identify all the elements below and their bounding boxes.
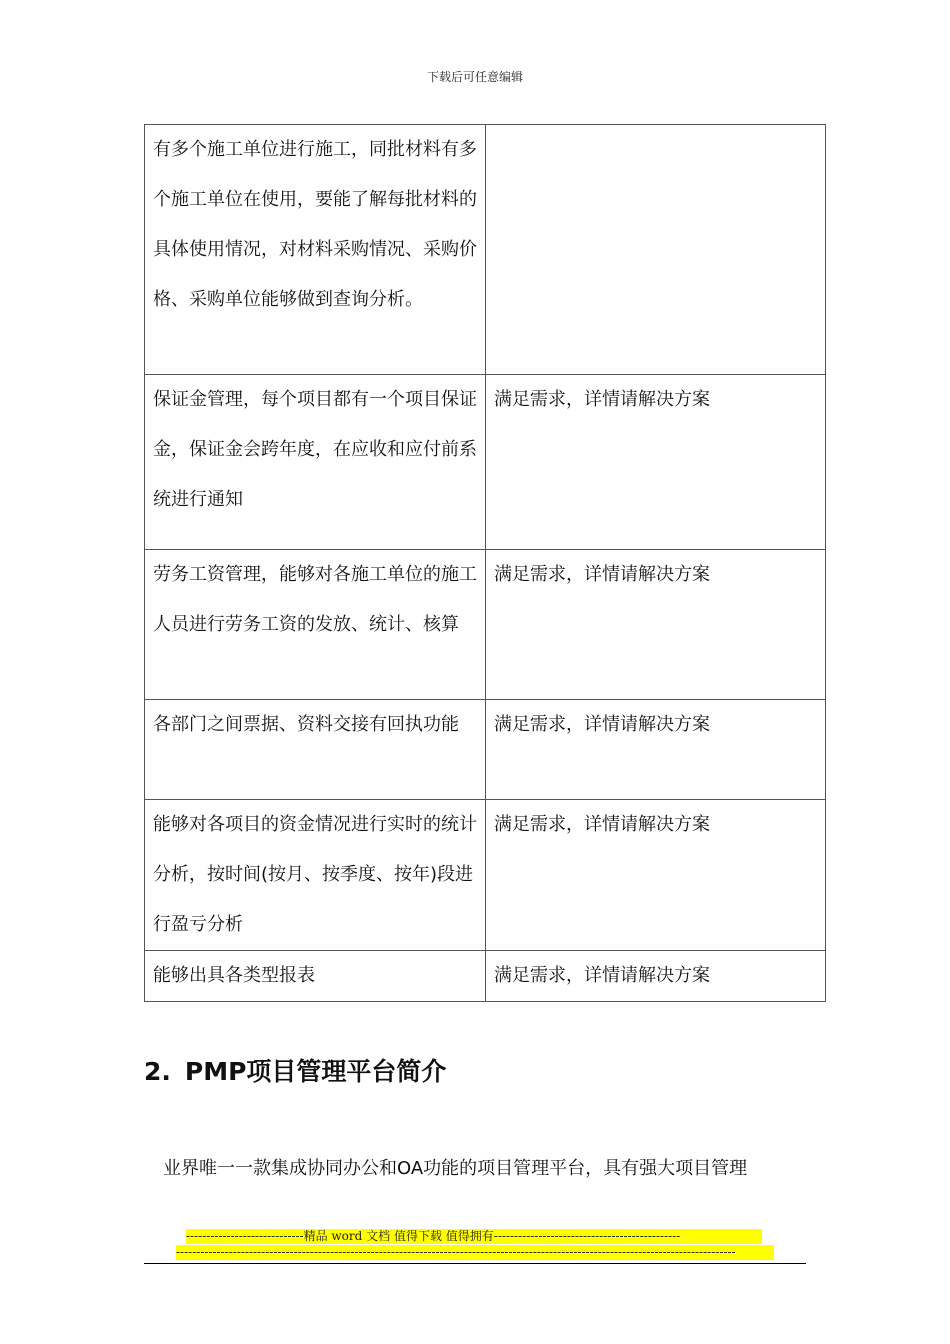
footer-dash-line: ------------------------------------------------------------------------------------------------------------------------------------------ xyxy=(176,1245,774,1260)
requirement-cell: 能够对各项目的资金情况进行实时的统计分析，按时间(按月、按季度、按年)段进行盈亏分析 xyxy=(145,800,486,951)
intro-paragraph: 业界唯一一款集成协同办公和OA功能的项目管理平台，具有强大项目管理 xyxy=(163,1158,748,1179)
requirement-cell: 各部门之间票据、资料交接有回执功能 xyxy=(145,700,486,800)
table-row xyxy=(145,550,826,700)
table-row xyxy=(145,375,826,550)
requirement-cell: 有多个施工单位进行施工，同批材料有多个施工单位在使用，要能了解每批材料的具体使用情况，对材料采购情况、采购价格、采购单位能够做到查询分析。 xyxy=(145,125,486,375)
response-cell: 满足需求，详情请解决方案 xyxy=(486,550,826,700)
requirement-cell: 劳务工资管理，能够对各施工单位的施工人员进行劳务工资的发放、统计、核算 xyxy=(145,550,486,700)
table-row xyxy=(145,125,826,375)
footer-divider xyxy=(144,1263,806,1264)
response-cell: 满足需求，详情请解决方案 xyxy=(486,375,826,550)
response-cell: 满足需求，详情请解决方案 xyxy=(486,800,826,951)
table-row xyxy=(145,700,826,800)
section-title-text: PMP项目管理平台简介 xyxy=(184,1057,447,1086)
table-row xyxy=(145,951,826,1002)
requirement-cell: 能够出具各类型报表 xyxy=(145,951,486,1002)
footer-banner-line: -----------------------------精品 word 文档 值得下载 值得拥有---------------------------------------------- xyxy=(186,1229,762,1244)
response-cell: 满足需求，详情请解决方案 xyxy=(486,700,826,800)
section-heading xyxy=(144,1052,446,1088)
response-cell xyxy=(486,125,826,375)
section-number: 2. xyxy=(144,1057,171,1086)
requirements-table xyxy=(144,124,826,1002)
page-header-note: 下载后可任意编辑 xyxy=(426,70,523,84)
requirement-cell: 保证金管理，每个项目都有一个项目保证金，保证金会跨年度，在应收和应付前系统进行通知 xyxy=(145,375,486,550)
table-row xyxy=(145,800,826,951)
response-cell: 满足需求，详情请解决方案 xyxy=(486,951,826,1002)
